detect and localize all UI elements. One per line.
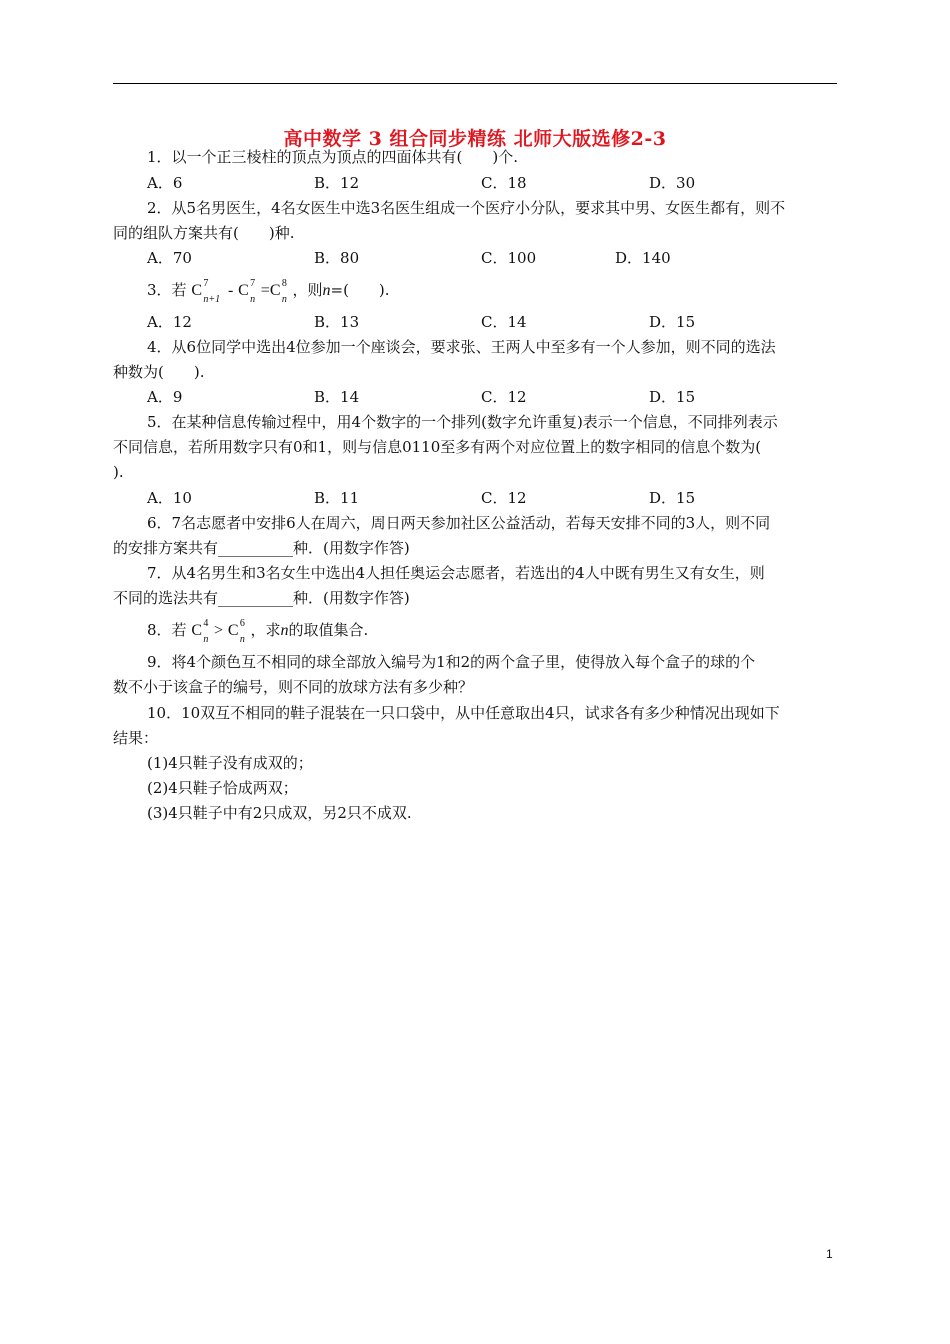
q8-tail: 的取值集合.	[288, 621, 369, 639]
q3-variable: n	[322, 282, 331, 299]
question-8-stem	[147, 618, 369, 645]
question-3-stem	[147, 278, 390, 305]
q3-option-d: D．15	[649, 313, 696, 331]
q3-minus: -	[228, 282, 234, 299]
question-2-stem-line2: 同的组队方案共有( )种.	[113, 224, 295, 242]
q2-option-c: C．100	[481, 249, 537, 267]
question-10-part-2: (2)4只鞋子恰成两双；	[147, 779, 298, 797]
question-10-stem-line1: 10．10双互不相同的鞋子混装在一只口袋中，从中任意取出4只，试求各有多少种情况出现如下	[147, 704, 780, 722]
q1-option-d: D．30	[649, 174, 696, 192]
question-9-stem-line2: 数不小于该盒子的编号，则不同的放球方法有多少种？	[113, 678, 474, 696]
q8-greater-than: >	[214, 622, 224, 639]
q3-suffix: ，则	[292, 281, 323, 299]
q4-option-b: B．14	[314, 388, 360, 406]
q8-suffix: ，求	[250, 621, 281, 639]
question-6-stem-line2: 的安排方案共有__________种．(用数字作答)	[113, 539, 410, 557]
q2-option-a: A．70	[147, 249, 192, 267]
question-5-stem-line2: 不同信息，若所用数字只有0和1，则与信息0110至多有两个对应位置上的数字相同的信息个数为(	[113, 438, 762, 456]
question-4-stem-line2: 种数为( ).	[113, 363, 205, 381]
q4-option-c: C．12	[481, 388, 527, 406]
q2-option-b: B．80	[314, 249, 360, 267]
q1-option-c: C．18	[481, 174, 527, 192]
q5-option-b: B．11	[314, 489, 360, 507]
q3-option-b: B．13	[314, 313, 360, 331]
q1-option-b: B．12	[314, 174, 360, 192]
q3-prefix: 3．若	[147, 281, 187, 299]
q8-variable: n	[280, 622, 289, 639]
q4-option-d: D．15	[649, 388, 696, 406]
q8-prefix: 8．若	[147, 621, 187, 639]
q2-option-d: D．140	[615, 249, 671, 267]
q4-option-a: A．9	[147, 388, 183, 406]
question-6-stem-line1: 6．7名志愿者中安排6人在周六，周日两天参加社区公益活动，若每天安排不同的3人，则不同	[147, 514, 771, 532]
question-5-stem-line3: ).	[113, 463, 124, 481]
question-5-stem-line1: 5．在某种信息传输过程中，用4个数字的一个排列(数字允许重复)表示一个信息，不同排列表示	[147, 413, 778, 431]
q3-combination-1: C 7 n+1	[191, 278, 221, 305]
question-10-part-1: (1)4只鞋子没有成双的；	[147, 754, 313, 772]
q3-option-c: C．14	[481, 313, 527, 331]
question-10-stem-line2: 结果：	[113, 729, 159, 747]
header-rule	[113, 83, 837, 84]
q5-option-c: C．12	[481, 489, 527, 507]
page-number: 1	[826, 1247, 833, 1261]
question-7-stem-line1: 7．从4名男生和3名女生中选出4人担任奥运会志愿者，若选出的4人中既有男生又有女生，则	[147, 564, 765, 582]
question-10-part-3: (3)4只鞋子中有2只成双，另2只不成双.	[147, 804, 412, 822]
question-2-stem-line1: 2．从5名男医生，4名女医生中选3名医生组成一个医疗小分队，要求其中男、女医生都有，则不	[147, 199, 786, 217]
question-7-stem-line2: 不同的选法共有__________种．(用数字作答)	[113, 589, 410, 607]
q8-combination-1: C 4 n	[191, 618, 209, 645]
q3-option-a: A．12	[147, 313, 192, 331]
question-9-stem-line1: 9．将4个颜色互不相同的球全部放入编号为1和2的两个盒子里，使得放入每个盒子的球的个	[147, 653, 756, 671]
q3-combination-3: C 8 n	[269, 278, 287, 305]
q8-combination-2: C 6 n	[227, 618, 245, 645]
q3-combination-2: C 7 n	[238, 278, 256, 305]
question-1-stem: 1．以一个正三棱柱的顶点为顶点的四面体共有( )个.	[147, 148, 519, 166]
q5-option-a: A．10	[147, 489, 192, 507]
question-4-stem-line1: 4．从6位同学中选出4位参加一个座谈会，要求张、王两人中至多有一个人参加，则不同的选法	[147, 338, 776, 356]
q1-option-a: A．6	[147, 174, 183, 192]
q5-option-d: D．15	[649, 489, 696, 507]
q3-tail: =( ).	[330, 281, 390, 299]
document-title: 高中数学 3 组合同步精练 北师大版选修2-3	[283, 128, 667, 150]
q3-equals: =	[260, 282, 270, 299]
